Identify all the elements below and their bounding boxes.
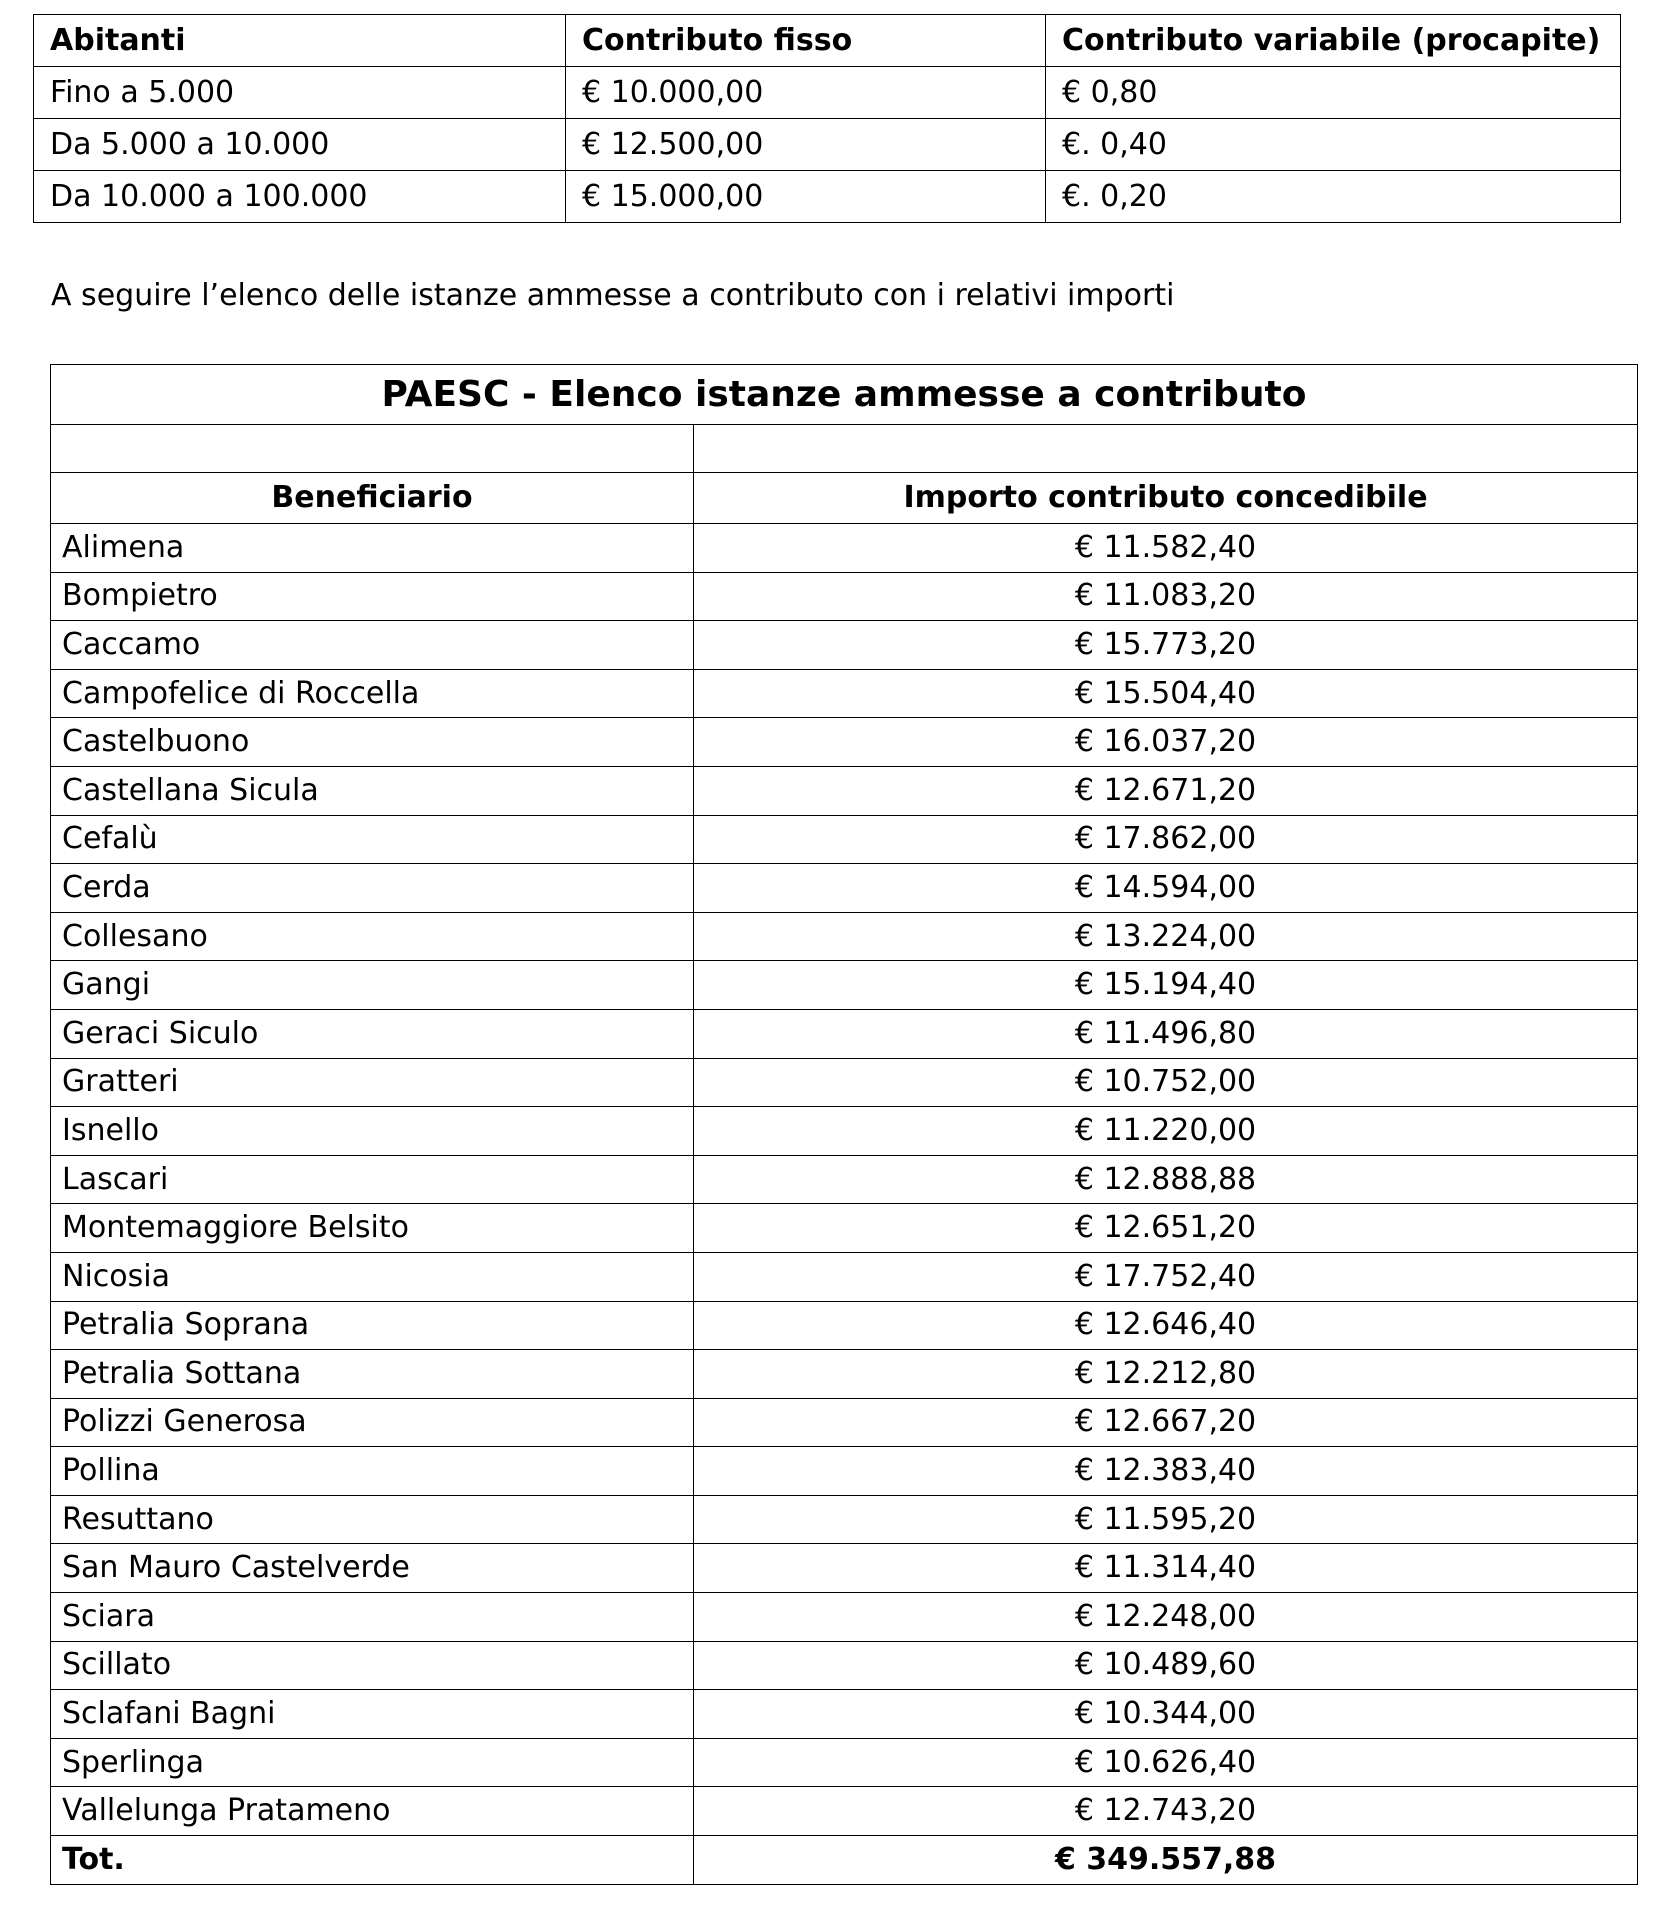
importo-cell: € 14.594,00: [694, 864, 1638, 913]
table-row: [51, 1593, 1638, 1642]
table-row: [51, 1252, 1638, 1301]
table-row: [51, 766, 1638, 815]
blank-cell: [694, 425, 1638, 473]
header-contributo-variabile: Contributo variabile (procapite): [1046, 15, 1621, 67]
list-header-row: [51, 473, 1638, 524]
beneficiario-cell: Sclafani Bagni: [51, 1690, 694, 1739]
rates-cell-fisso: € 15.000,00: [566, 171, 1046, 223]
beneficiario-cell: Resuttano: [51, 1495, 694, 1544]
beneficiario-cell: Petralia Sottana: [51, 1350, 694, 1399]
rates-row: [34, 171, 1621, 223]
importo-cell: € 11.083,20: [694, 572, 1638, 621]
table-row: [51, 1350, 1638, 1399]
header-beneficiario: Beneficiario: [51, 473, 694, 524]
beneficiario-cell: Sciara: [51, 1593, 694, 1642]
importo-cell: € 11.582,40: [694, 524, 1638, 573]
importo-cell: € 11.595,20: [694, 1495, 1638, 1544]
header-abitanti: Abitanti: [34, 15, 566, 67]
table-row: [51, 1107, 1638, 1156]
table-row: [51, 718, 1638, 767]
table-row: [51, 1738, 1638, 1787]
importo-cell: € 10.626,40: [694, 1738, 1638, 1787]
table-row: [51, 621, 1638, 670]
beneficiario-cell: Castelbuono: [51, 718, 694, 767]
table-row: [51, 1155, 1638, 1204]
table-row: [51, 572, 1638, 621]
importo-cell: € 12.383,40: [694, 1447, 1638, 1496]
beneficiario-cell: Cerda: [51, 864, 694, 913]
table-row: [51, 815, 1638, 864]
importo-cell: € 12.667,20: [694, 1398, 1638, 1447]
importo-cell: € 10.344,00: [694, 1690, 1638, 1739]
list-body: [51, 524, 1638, 1836]
importo-cell: € 12.743,20: [694, 1787, 1638, 1836]
importo-cell: € 11.220,00: [694, 1107, 1638, 1156]
beneficiari-table: [50, 364, 1638, 1885]
rates-row: [34, 67, 1621, 119]
importo-cell: € 17.752,40: [694, 1252, 1638, 1301]
importo-cell: € 15.194,40: [694, 961, 1638, 1010]
importo-cell: € 12.212,80: [694, 1350, 1638, 1399]
total-label: Tot.: [51, 1836, 694, 1885]
table-row: [51, 1787, 1638, 1836]
list-blank-row: [51, 425, 1638, 473]
table-row: [51, 524, 1638, 573]
beneficiario-cell: Isnello: [51, 1107, 694, 1156]
importo-cell: € 11.314,40: [694, 1544, 1638, 1593]
total-row: [51, 1836, 1638, 1885]
importo-cell: € 12.888,88: [694, 1155, 1638, 1204]
importo-cell: € 12.671,20: [694, 766, 1638, 815]
beneficiario-cell: Caccamo: [51, 621, 694, 670]
table-row: [51, 1058, 1638, 1107]
rates-cell-abitanti: Fino a 5.000: [34, 67, 566, 119]
beneficiario-cell: Cefalù: [51, 815, 694, 864]
beneficiario-cell: Polizzi Generosa: [51, 1398, 694, 1447]
beneficiario-cell: Geraci Siculo: [51, 1009, 694, 1058]
list-title-row: [51, 365, 1638, 425]
importo-cell: € 15.504,40: [694, 669, 1638, 718]
table-row: [51, 669, 1638, 718]
table-row: [51, 1495, 1638, 1544]
beneficiario-cell: Campofelice di Roccella: [51, 669, 694, 718]
rates-cell-variabile: €. 0,20: [1046, 171, 1621, 223]
table-row: [51, 961, 1638, 1010]
importo-cell: € 10.752,00: [694, 1058, 1638, 1107]
beneficiario-cell: Collesano: [51, 912, 694, 961]
table-row: [51, 1447, 1638, 1496]
table-row: [51, 1398, 1638, 1447]
beneficiario-cell: Lascari: [51, 1155, 694, 1204]
table-row: [51, 1690, 1638, 1739]
rates-header-row: [34, 15, 1621, 67]
beneficiario-cell: Scillato: [51, 1641, 694, 1690]
rates-cell-abitanti: Da 10.000 a 100.000: [34, 171, 566, 223]
beneficiario-cell: Montemaggiore Belsito: [51, 1204, 694, 1253]
rates-cell-fisso: € 10.000,00: [566, 67, 1046, 119]
importo-cell: € 12.646,40: [694, 1301, 1638, 1350]
header-contributo-fisso: Contributo fisso: [566, 15, 1046, 67]
table-row: [51, 1544, 1638, 1593]
beneficiario-cell: San Mauro Castelverde: [51, 1544, 694, 1593]
beneficiario-cell: Petralia Soprana: [51, 1301, 694, 1350]
beneficiario-cell: Bompietro: [51, 572, 694, 621]
beneficiario-cell: Sperlinga: [51, 1738, 694, 1787]
beneficiario-cell: Pollina: [51, 1447, 694, 1496]
beneficiario-cell: Gangi: [51, 961, 694, 1010]
table-title: PAESC - Elenco istanze ammesse a contributo: [51, 365, 1638, 425]
intro-text: A seguire l’elenco delle istanze ammesse a contributo con i relativi importi: [51, 278, 1175, 313]
rates-cell-abitanti: Da 5.000 a 10.000: [34, 119, 566, 171]
beneficiario-cell: Alimena: [51, 524, 694, 573]
table-row: [51, 1204, 1638, 1253]
table-row: [51, 912, 1638, 961]
beneficiario-cell: Gratteri: [51, 1058, 694, 1107]
table-row: [51, 864, 1638, 913]
rates-row: [34, 119, 1621, 171]
rates-cell-variabile: € 0,80: [1046, 67, 1621, 119]
beneficiario-cell: Nicosia: [51, 1252, 694, 1301]
beneficiario-cell: Castellana Sicula: [51, 766, 694, 815]
table-row: [51, 1641, 1638, 1690]
table-row: [51, 1301, 1638, 1350]
importo-cell: € 12.651,20: [694, 1204, 1638, 1253]
total-value: € 349.557,88: [694, 1836, 1638, 1885]
beneficiario-cell: Vallelunga Pratameno: [51, 1787, 694, 1836]
importo-cell: € 16.037,20: [694, 718, 1638, 767]
rates-table: [33, 14, 1621, 223]
importo-cell: € 13.224,00: [694, 912, 1638, 961]
rates-cell-fisso: € 12.500,00: [566, 119, 1046, 171]
rates-cell-variabile: €. 0,40: [1046, 119, 1621, 171]
importo-cell: € 10.489,60: [694, 1641, 1638, 1690]
table-row: [51, 1009, 1638, 1058]
header-importo: Importo contributo concedibile: [694, 473, 1638, 524]
importo-cell: € 12.248,00: [694, 1593, 1638, 1642]
importo-cell: € 15.773,20: [694, 621, 1638, 670]
blank-cell: [51, 425, 694, 473]
importo-cell: € 11.496,80: [694, 1009, 1638, 1058]
importo-cell: € 17.862,00: [694, 815, 1638, 864]
